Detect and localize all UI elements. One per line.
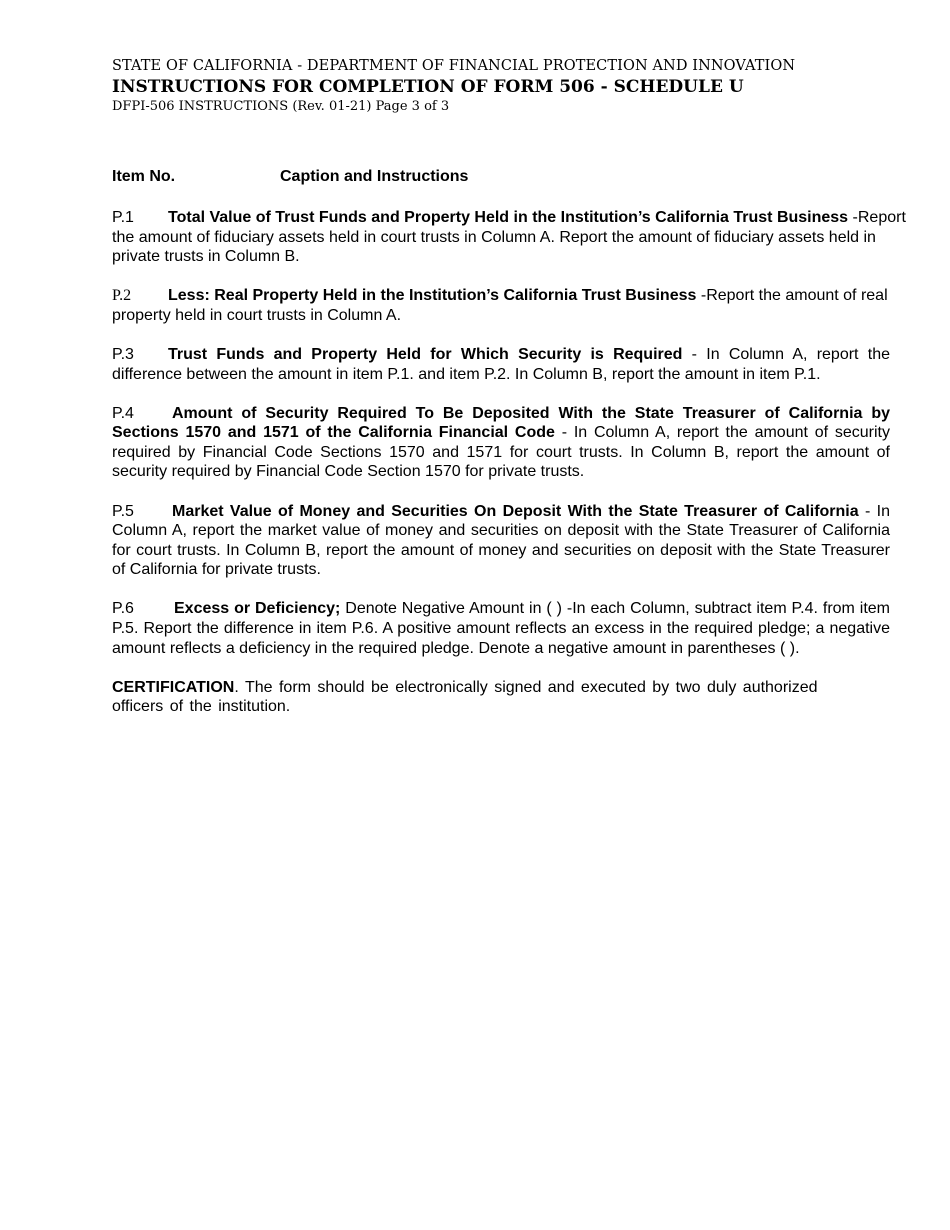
instruction-item-p6 [112, 599, 890, 658]
instruction-item-p2 [112, 286, 908, 325]
item-caption: Excess or Deficiency; [174, 600, 341, 618]
certification-label: CERTIFICATION [112, 678, 235, 696]
instruction-item-p3 [112, 345, 890, 384]
page-title: INSTRUCTIONS FOR COMPLETION OF FORM 506 - SCHEDULE U [112, 77, 744, 97]
agency-header: STATE OF CALIFORNIA - DEPARTMENT OF FINANCIAL PROTECTION AND INNOVATION [112, 58, 796, 74]
item-caption: Less: Real Property Held in the Institution’s California Trust Business [168, 287, 697, 305]
item-text: -Report the amount of real property held in court trusts in Column A. [112, 287, 888, 324]
column-headings [112, 168, 908, 188]
caption-heading: Caption and Instructions [280, 168, 469, 185]
instruction-item-p1 [112, 208, 908, 267]
item-number: P.4 [112, 404, 134, 422]
item-caption: Total Value of Trust Funds and Property Held in the Institution’s California Trust Business [168, 209, 849, 226]
item-no-heading: Item No. [112, 168, 176, 185]
item-text: Denote Negative Amount in ( ) -In each Column, subtract item P.4. from item P.5. Report the difference in item P.6. A positive amount reflects an excess in the required pledge; a negative amount reflects a deficiency in the required pledge. Denote a negative amount in parentheses ( ). [112, 600, 891, 657]
item-caption: Market Value of Money and Securities On Deposit With the State Treasurer of California [172, 502, 859, 520]
item-text: - In Column A, report the market value of money and securities on deposit with the State Treasurer of California for court trusts. In Column B, report the amount of money and securities on deposit with the State Treasurer of California for private trusts. [112, 502, 890, 579]
instruction-item-p4 [112, 404, 890, 482]
instruction-item-p5 [112, 502, 890, 580]
item-number: P.5 [112, 502, 134, 520]
item-number: P.3 [112, 345, 134, 363]
item-number: P.1 [112, 209, 134, 226]
instructions-page [112, 56, 908, 717]
item-text: - In Column A, report the difference between the amount in item P.1. and item P.2. In Column B, report the amount in item P.1. [112, 345, 890, 383]
item-number: P.2 [112, 287, 132, 305]
revision-line: DFPI-506 INSTRUCTIONS (Rev. 01-21) Page 3 of 3 [112, 99, 450, 114]
item-number: P.6 [112, 600, 134, 618]
item-caption: Trust Funds and Property Held for Which Security is Required [168, 345, 683, 363]
item-text: -Report the amount of fiduciary assets held in court trusts in Column A. Report the amount of fiduciary assets held in private trusts in Column B. [112, 209, 906, 266]
item-text: - In Column A, report the amount of security required by Financial Code Sections 1570 and 1571 for court trusts. In Column B, report the amount of security required by Financial Code Section 1570 for private trusts. [112, 424, 890, 481]
certification-text: . The form should be electronically signed and executed by two duly authorized officers of the institution. [112, 678, 818, 716]
certification-paragraph [112, 678, 872, 717]
item-caption: Amount of Security Required To Be Deposited With the State Treasurer of California by Sections 1570 and 1571 of the California Financial Code [112, 404, 890, 442]
